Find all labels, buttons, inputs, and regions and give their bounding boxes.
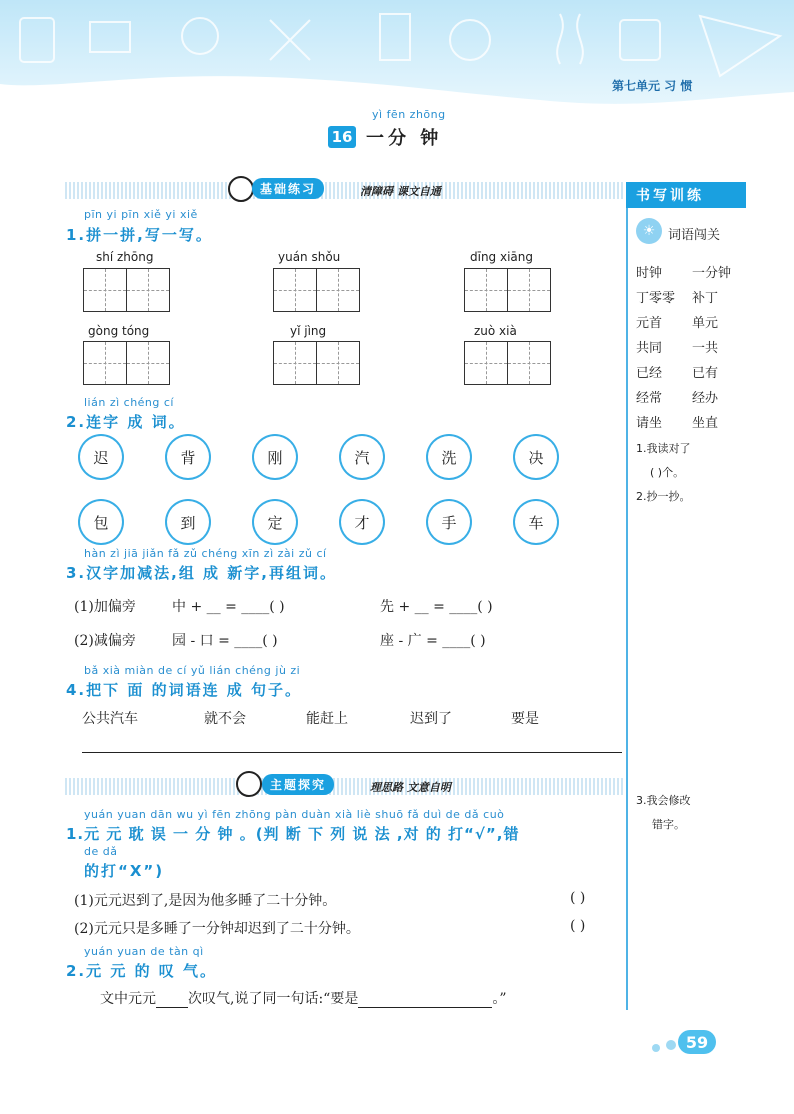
- q1-group-pinyin: dīng xiāng: [470, 250, 533, 264]
- p2-sentence-b: 次叹气,说了同一句话:“要是: [188, 991, 359, 1007]
- character-bubble[interactable]: 刚: [256, 438, 294, 476]
- p1-pinyin: yuán yuan dān wu yì fēn zhōng pàn duàn xià liè shuō fǎ duì de dǎ cuò: [84, 808, 505, 821]
- q3-line-1-label: (1)加偏旁: [74, 599, 136, 615]
- writing-grid[interactable]: [464, 268, 551, 312]
- q4-pinyin: bǎ xià miàn de cí yǔ lián chéng jù zi: [84, 664, 301, 677]
- q3-line-2-b[interactable]: 座 - 广 = ____( ): [380, 633, 486, 649]
- p2-pinyin: yuán yuan de tàn qì: [84, 945, 204, 958]
- sidebar-word: 已有: [692, 366, 719, 381]
- q3-line-2-label: (2)减偏旁: [74, 633, 136, 649]
- section-pill-explore: 主题探究: [262, 774, 334, 795]
- p1-item-2-answer[interactable]: ( ): [570, 918, 586, 934]
- sidebar-word-row: [636, 337, 731, 362]
- q4-word[interactable]: 能赶上: [306, 711, 348, 727]
- mascot-icon: [236, 771, 262, 797]
- writing-grid[interactable]: [273, 268, 360, 312]
- sidebar-divider: [626, 190, 628, 1010]
- character-bubble[interactable]: 决: [517, 438, 555, 476]
- section-bar-basic: [65, 182, 625, 199]
- p1-item-1: (1)元元迟到了,是因为他多睡了二十分钟。: [74, 893, 337, 909]
- sidebar-word: 坐直: [692, 416, 719, 431]
- sidebar-word-row: [636, 362, 731, 387]
- q1-group-pinyin: yuán shǒu: [278, 250, 341, 264]
- character-bubble[interactable]: 手: [430, 503, 468, 541]
- character-bubble[interactable]: 定: [256, 503, 294, 541]
- sidebar-word-row: [636, 312, 731, 337]
- sidebar-word-list: [636, 262, 731, 437]
- sidebar-word: 共同: [636, 341, 663, 356]
- sidebar-word: 一共: [692, 341, 719, 356]
- character-bubble[interactable]: 才: [343, 503, 381, 541]
- sidebar-word: 经常: [636, 391, 663, 406]
- q1-title: 1.拼一拼,写一写。: [66, 226, 213, 244]
- q4-word[interactable]: 要是: [511, 711, 539, 727]
- sidebar-task-1: 1.我读对了: [636, 442, 691, 455]
- q4-word[interactable]: 迟到了: [410, 711, 452, 727]
- sidebar-word: 已经: [636, 366, 663, 381]
- lesson-number: 16: [328, 126, 356, 148]
- p2-sentence-c: 。”: [492, 991, 507, 1007]
- writing-grid[interactable]: [83, 341, 170, 385]
- p1-item-1-answer[interactable]: ( ): [570, 890, 586, 906]
- sidebar-word: 丁零零: [636, 291, 676, 306]
- sidebar-word: 补丁: [692, 291, 719, 306]
- q4-word[interactable]: 就不会: [204, 711, 246, 727]
- blank-input[interactable]: [156, 991, 188, 1008]
- q1-group-pinyin: yǐ jìng: [290, 324, 327, 338]
- q3-line-1-b[interactable]: 先 + __ = ____( ): [380, 599, 493, 615]
- sidebar-word: 经办: [692, 391, 719, 406]
- blank-input[interactable]: [358, 991, 492, 1008]
- answer-line[interactable]: [82, 752, 622, 753]
- q3-line-2-a[interactable]: 园 - 口 = ____( ): [172, 633, 278, 649]
- q2-row-1: [82, 438, 555, 476]
- p1-item-2: (2)元元只是多睡了一分钟却迟到了二十分钟。: [74, 921, 360, 937]
- sidebar-task-1-count: ( )个。: [650, 466, 685, 479]
- lesson-title-pinyin: yì fēn zhōng: [372, 108, 446, 121]
- mascot-icon: [228, 176, 254, 202]
- sidebar-word: 单元: [692, 316, 719, 331]
- character-bubble[interactable]: 迟: [82, 438, 120, 476]
- q1-group-pinyin: shí zhōng: [96, 250, 154, 264]
- sidebar-word: 一分钟: [692, 266, 732, 281]
- writing-grid[interactable]: [464, 341, 551, 385]
- sun-icon: ☀: [636, 218, 662, 244]
- q2-pinyin: lián zì chéng cí: [84, 396, 174, 409]
- section-pill-basic: 基础练习: [252, 178, 324, 199]
- p2-title: 2.元 元 的 叹 气。: [66, 962, 218, 980]
- character-bubble[interactable]: 洗: [430, 438, 468, 476]
- q4-title: 4.把下 面 的词语连 成 句子。: [66, 681, 303, 699]
- lesson-title: 一分 钟: [366, 128, 443, 149]
- q3-pinyin: hàn zì jiā jiǎn fǎ zǔ chéng xīn zì zài zǔ cí: [84, 547, 327, 560]
- character-bubble[interactable]: 到: [169, 503, 207, 541]
- p1-pinyin-2: de dǎ: [84, 845, 118, 858]
- sidebar-title: 书写训练: [626, 182, 746, 208]
- sidebar-word: 时钟: [636, 266, 663, 281]
- sidebar-task-3b: 错字。: [652, 818, 685, 831]
- section-sub-explore: 理思路 文意自明: [370, 781, 451, 794]
- writing-grid[interactable]: [83, 268, 170, 312]
- section-bar-explore: [65, 778, 625, 795]
- q1-group-pinyin: zuò xià: [474, 324, 517, 338]
- sidebar-task-3: 3.我会修改: [636, 794, 691, 807]
- character-bubble[interactable]: 汽: [343, 438, 381, 476]
- sidebar-task-2: 2.抄一抄。: [636, 490, 691, 503]
- p2-sentence-a: 文中元元: [100, 991, 156, 1007]
- p1-title-2: 的打“X”): [84, 862, 165, 880]
- section-sub-basic: 清障碍 课文自通: [360, 185, 441, 198]
- unit-label: 第七单元 习 惯: [612, 79, 693, 93]
- sidebar-word-row: [636, 387, 731, 412]
- p2-sentence: [100, 988, 507, 1008]
- writing-grid[interactable]: [273, 341, 360, 385]
- decor-dot: [666, 1040, 676, 1050]
- sidebar-word-row: [636, 287, 731, 312]
- q2-title: 2.连字 成 词。: [66, 413, 186, 431]
- q3-line-1-a[interactable]: 中 + __ = ____( ): [172, 599, 285, 615]
- character-bubble[interactable]: 背: [169, 438, 207, 476]
- sidebar-word-row: [636, 412, 731, 437]
- page-number: 59: [678, 1030, 716, 1054]
- q1-pinyin: pīn yi pīn xiě yi xiě: [84, 208, 198, 221]
- q2-row-2: [82, 503, 555, 541]
- sidebar-word: 元首: [636, 316, 663, 331]
- q3-title: 3.汉字加减法,组 成 新字,再组词。: [66, 564, 337, 582]
- character-bubble[interactable]: 车: [517, 503, 555, 541]
- decor-dot: [652, 1044, 660, 1052]
- q1-group-pinyin: gòng tóng: [88, 324, 150, 338]
- p1-title: 1.元 元 耽 误 一 分 钟 。(判 断 下 列 说 法 ,对 的 打“√”,错: [66, 825, 520, 843]
- sidebar-word-row: [636, 262, 731, 287]
- character-bubble[interactable]: 包: [82, 503, 120, 541]
- sidebar-subtitle: 词语闯关: [668, 228, 721, 243]
- q4-word[interactable]: 公共汽车: [82, 711, 138, 727]
- sidebar-word: 请坐: [636, 416, 663, 431]
